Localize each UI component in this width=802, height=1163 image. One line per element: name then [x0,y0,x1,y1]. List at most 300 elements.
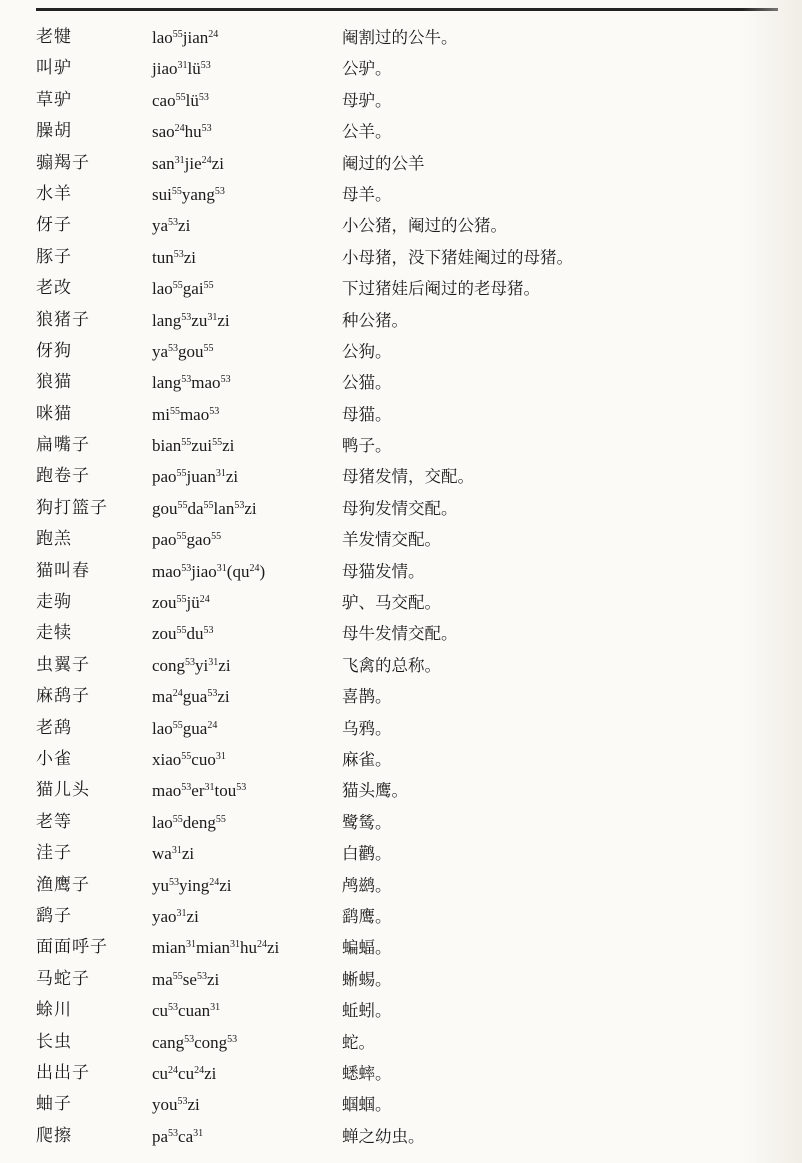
tone-number: 24 [201,154,212,166]
syllable: gou [178,341,204,361]
syllable: zi [181,844,195,864]
dialect-word: 骟羯子 [36,152,90,173]
tone-number: 53 [236,782,247,794]
syllable: lao [152,718,173,738]
syllable: cuan [178,1001,211,1021]
dialect-word: 狗打篮子 [36,497,108,518]
syllable: zi [204,1063,217,1083]
syllable: zi [244,498,257,518]
dialect-word: 水羊 [36,183,72,204]
syllable: zi [218,655,231,675]
syllable: zi [217,687,230,707]
glossary-row [0,618,802,649]
dialect-word: 伢狗 [36,340,72,361]
tone-number: 55 [176,594,187,606]
syllable: mian [196,938,230,958]
tone-number: 31 [171,845,182,857]
syllable: cong [194,1032,228,1052]
glossary-row [0,85,802,116]
syllable: zou [152,624,177,644]
tone-number: 31 [177,60,188,72]
pronunciation [152,744,226,775]
pronunciation [152,1058,216,1089]
syllable: cong [152,655,186,675]
pronunciation [152,524,221,555]
syllable: ya [152,216,169,236]
tone-number: 31 [215,750,226,762]
syllable: gao [186,530,212,550]
syllable: cu [152,1063,169,1083]
tone-number: 55 [176,625,187,637]
syllable: zi [187,1095,200,1115]
syllable: se [182,969,197,989]
tone-number: 24 [199,594,210,606]
gloss: 麻雀。 [342,749,392,769]
syllable: tun [152,247,174,267]
pronunciation [152,179,225,210]
dialect-word: 虫翼子 [36,654,90,675]
tone-number: 53 [168,1127,179,1139]
glossary-row [0,210,802,241]
syllable: xiao [152,749,182,769]
tone-number: 55 [171,185,182,197]
pronunciation [152,22,218,53]
glossary-row [0,932,802,963]
tone-number: 55 [181,750,192,762]
dialect-word: 叫驴 [36,58,72,79]
gloss: 蟋蟀。 [342,1063,392,1083]
syllable: cu [178,1063,195,1083]
tone-number: 55 [176,531,187,543]
tone-number: 24 [174,123,185,135]
tone-number: 31 [216,562,227,574]
syllable: pao [152,530,177,550]
tone-number: 24 [209,876,220,888]
tone-number: 31 [174,154,185,166]
glossary-row [0,1121,802,1152]
glossary-row [0,838,802,869]
pronunciation [152,807,226,838]
gloss: 母驴。 [342,90,392,110]
syllable: jiao [191,561,217,581]
top-rule [36,8,778,11]
syllable: zi [186,906,199,926]
syllable: ya [152,341,169,361]
syllable: yi [195,655,209,675]
glossary-list [0,22,802,1152]
tone-number: 53 [181,311,192,323]
syllable: lan [213,498,235,518]
syllable: gai [182,279,204,299]
glossary-row [0,53,802,84]
syllable: gua [182,718,208,738]
gloss: 小公猪，阉过的公猪。 [342,216,507,236]
dialect-word: 扁嘴子 [36,435,90,456]
syllable: er [191,781,205,801]
tone-number: 24 [168,1064,179,1076]
syllable: pa [152,1126,169,1146]
syllable: tou [214,781,237,801]
syllable: mao [191,373,221,393]
syllable: lao [152,28,173,47]
tone-number: 24 [194,1064,205,1076]
gloss: 小母猪，没下猪娃阉过的母猪。 [342,247,573,267]
tone-number: 53 [181,782,192,794]
syllable: lü [187,59,201,79]
glossary-row [0,399,802,430]
dialect-word: 猫儿头 [36,780,90,801]
glossary-row [0,650,802,681]
glossary-row [0,713,802,744]
tone-number: 31 [230,939,240,951]
tone-number: 31 [210,1002,221,1014]
tone-number: 55 [172,813,183,825]
dialect-word: 走驹 [36,592,72,613]
dialect-word: 小雀 [36,748,72,769]
tone-number: 55 [212,437,223,449]
pronunciation [152,556,265,587]
syllable: mao [152,561,182,581]
syllable: deng [182,812,216,832]
gloss: 下过猪娃后阉过的老母猪。 [342,279,540,299]
pronunciation [152,1121,203,1152]
syllable: jü [186,593,200,613]
tone-number: 53 [168,342,179,354]
syllable: gou [152,498,178,518]
glossary-row [0,242,802,273]
syllable: zou [152,593,177,613]
tone-number: 55 [176,468,187,480]
gloss: 母猪发情，交配。 [342,467,474,487]
pronunciation [152,305,230,336]
pronunciation [152,116,212,147]
pronunciation [152,430,234,461]
syllable: ca [178,1126,194,1146]
syllable: zi [206,969,220,989]
tone-number: 24 [208,29,219,40]
tone-number: 53 [201,123,212,135]
dialect-word: 走犊 [36,623,72,644]
pronunciation [152,618,214,649]
glossary-row [0,430,802,461]
glossary-row [0,179,802,210]
tone-number: 55 [172,719,183,731]
glossary-row [0,524,802,555]
syllable: ma [152,687,173,707]
glossary-row [0,807,802,838]
tone-number: 31 [193,1127,204,1139]
syllable: zi [219,875,232,895]
gloss: 公羊。 [342,122,392,142]
tone-number: 53 [203,625,214,637]
glossary-row [0,995,802,1026]
syllable: zi [178,216,191,236]
syllable: lao [152,812,173,832]
syllable: ying [179,875,210,895]
syllable: you [152,1095,178,1115]
syllable: gua [182,687,208,707]
syllable: pao [152,467,177,487]
glossary-row [0,744,802,775]
syllable: juan [186,467,216,487]
pronunciation [152,148,224,179]
pronunciation [152,1089,200,1120]
tone-number: 24 [207,719,218,731]
pronunciation [152,273,214,304]
pronunciation [152,775,246,806]
tone-number: 55 [172,29,183,40]
syllable: jiao [152,59,178,79]
tone-number: 24 [249,562,260,574]
tone-number: 31 [207,311,218,323]
syllable: sui [152,184,172,204]
gloss: 阉割过的公牛。 [342,28,458,47]
tone-number: 31 [204,782,215,794]
syllable: yao [152,906,177,926]
glossary-row [0,305,802,336]
tone-number: 53 [220,374,231,386]
dialect-word: 草驴 [36,89,72,110]
glossary-row [0,587,802,618]
syllable: lang [152,373,182,393]
glossary-row [0,775,802,806]
gloss: 猫头鹰。 [342,781,408,801]
tone-number: 53 [227,1033,238,1045]
tone-number: 53 [181,562,192,574]
pronunciation [152,336,214,367]
gloss: 蚯蚓。 [342,1001,392,1021]
tone-number: 53 [168,217,179,229]
pronunciation [152,53,211,84]
syllable: cuo [191,749,216,769]
glossary-row [0,493,802,524]
tone-number: 31 [176,907,187,919]
pronunciation [152,1027,237,1058]
glossary-row [0,681,802,712]
tone-number: 53 [214,185,225,197]
tone-number: 53 [200,60,211,72]
tone-number: 53 [184,1033,195,1045]
gloss: 鹭鸶。 [342,812,392,832]
gloss: 蝉之幼虫。 [342,1126,425,1146]
tone-number: 55 [172,280,183,292]
syllable: cu [152,1001,169,1021]
glossary-row [0,273,802,304]
gloss: 母狗发情交配。 [342,498,458,518]
tone-number: 53 [234,499,245,511]
pronunciation [152,493,257,524]
dialect-word: 老犍 [36,27,72,47]
dialect-word: 渔鹰子 [36,874,90,895]
gloss: 母猫。 [342,404,392,424]
gloss: 白鹳。 [342,844,392,864]
tone-number: 53 [207,688,218,700]
gloss: 母牛发情交配。 [342,624,458,644]
pronunciation [152,399,219,430]
dialect-word: 跑羔 [36,529,72,550]
syllable: mi [152,404,170,424]
pronunciation [152,85,209,116]
syllable: cao [152,90,176,110]
tone-number: 24 [172,688,183,700]
gloss: 公驴。 [342,59,392,79]
syllable: zi [267,938,280,958]
gloss: 鹞鹰。 [342,906,392,926]
glossary-row [0,148,802,179]
pronunciation [152,587,210,618]
glossary-row [0,461,802,492]
dialect-word: 洼子 [36,843,72,864]
dialect-word: 狼猫 [36,372,72,393]
tone-number: 31 [215,468,226,480]
syllable: zi [217,310,230,330]
pronunciation [152,461,238,492]
dialect-word: 伢子 [36,215,72,236]
glossary-row [0,1027,802,1058]
dialect-word: 臊胡 [36,121,72,142]
syllable: mian [152,938,186,958]
dialect-word: 长虫 [36,1031,72,1052]
glossary-row [0,336,802,367]
dialect-word: 狼猪子 [36,309,90,330]
syllable: san [152,153,175,173]
syllable: bian [152,436,182,456]
syllable: hu [240,938,257,958]
gloss: 公猫。 [342,373,392,393]
dialect-word: 蜍川 [36,1000,72,1021]
gloss: 乌鸦。 [342,718,392,738]
glossary-row [0,556,802,587]
dialect-word: 老等 [36,811,72,832]
syllable: lang [152,310,182,330]
gloss: 蜥蜴。 [342,969,392,989]
tone-number: 53 [177,1096,188,1108]
tone-number: 53 [173,248,184,260]
syllable: wa [152,844,172,864]
dialect-word: 出出子 [36,1062,90,1083]
tone-number: 31 [208,656,219,668]
syllable: sao [152,122,175,142]
dialect-word: 爬擦 [36,1125,72,1146]
syllable: (qu [226,561,250,581]
dialect-word: 蚰子 [36,1094,72,1115]
dialect-word: 鹞子 [36,905,72,926]
glossary-row [0,901,802,932]
syllable: cang [152,1032,185,1052]
tone-number: 55 [203,342,214,354]
dialect-word: 麻鸹子 [36,686,90,707]
pronunciation [152,210,190,241]
gloss: 公狗。 [342,341,392,361]
tone-number: 24 [257,939,267,951]
pronunciation [152,932,279,963]
tone-number: 55 [177,499,188,511]
gloss: 蝙蝠。 [342,938,392,958]
dialect-word: 面面呼子 [36,937,108,958]
syllable: jian [182,28,209,47]
tone-number: 55 [169,405,180,417]
syllable: mao [152,781,182,801]
syllable: zui [191,436,213,456]
syllable: mao [179,404,210,424]
syllable: zi [211,153,224,173]
tone-number: 53 [168,1002,179,1014]
gloss: 鸭子。 [342,436,392,456]
dialect-word: 老改 [36,278,72,299]
gloss: 母猫发情。 [342,561,425,581]
gloss: 喜鹊。 [342,687,392,707]
gloss: 鸬鹚。 [342,875,392,895]
dialect-word: 豚子 [36,246,72,267]
glossary-row [0,1058,802,1089]
pronunciation [152,367,231,398]
dialect-word: 老鸹 [36,717,72,738]
tone-number: 55 [172,970,183,982]
syllable: zi [222,436,235,456]
syllable: yang [181,184,215,204]
dialect-word: 跑卷子 [36,466,90,487]
gloss: 驴、马交配。 [342,593,441,613]
syllable: lao [152,279,173,299]
gloss: 种公猪。 [342,310,408,330]
tone-number: 53 [198,91,209,103]
tone-number: 55 [203,499,214,511]
gloss: 母羊。 [342,184,392,204]
pronunciation [152,870,232,901]
syllable: zi [225,467,239,487]
syllable: hu [184,122,202,142]
gloss: 蝈蝈。 [342,1095,392,1115]
glossary-row [0,22,802,53]
tone-number: 53 [209,405,220,417]
glossary-row [0,1089,802,1120]
syllable: jie [184,153,202,173]
tone-number: 55 [181,437,192,449]
dialect-word: 马蛇子 [36,968,90,989]
pronunciation [152,242,196,273]
glossary-row [0,870,802,901]
tone-number: 53 [196,970,207,982]
tone-number: 55 [203,280,214,292]
pronunciation [152,650,231,681]
syllable: zu [191,310,208,330]
tone-number: 55 [215,813,226,825]
syllable: ma [152,969,173,989]
syllable: da [187,498,204,518]
tone-number: 53 [181,374,192,386]
tone-number: 55 [211,531,222,543]
glossary-row [0,964,802,995]
glossary-row [0,116,802,147]
tone-number: 53 [185,656,196,668]
pronunciation [152,838,194,869]
gloss: 蛇。 [342,1032,375,1052]
syllable: ) [259,561,266,581]
pronunciation [152,713,217,744]
pronunciation [152,901,199,932]
syllable: yu [152,875,169,895]
syllable: lü [185,90,199,110]
tone-number: 31 [186,939,196,951]
tone-number: 53 [169,876,179,888]
pronunciation [152,681,230,712]
gloss: 阉过的公羊 [342,153,425,173]
gloss: 羊发情交配。 [342,530,441,550]
syllable: zi [183,247,197,267]
pronunciation [152,964,219,995]
gloss: 飞禽的总称。 [342,655,441,675]
dialect-word: 猫叫春 [36,560,90,581]
